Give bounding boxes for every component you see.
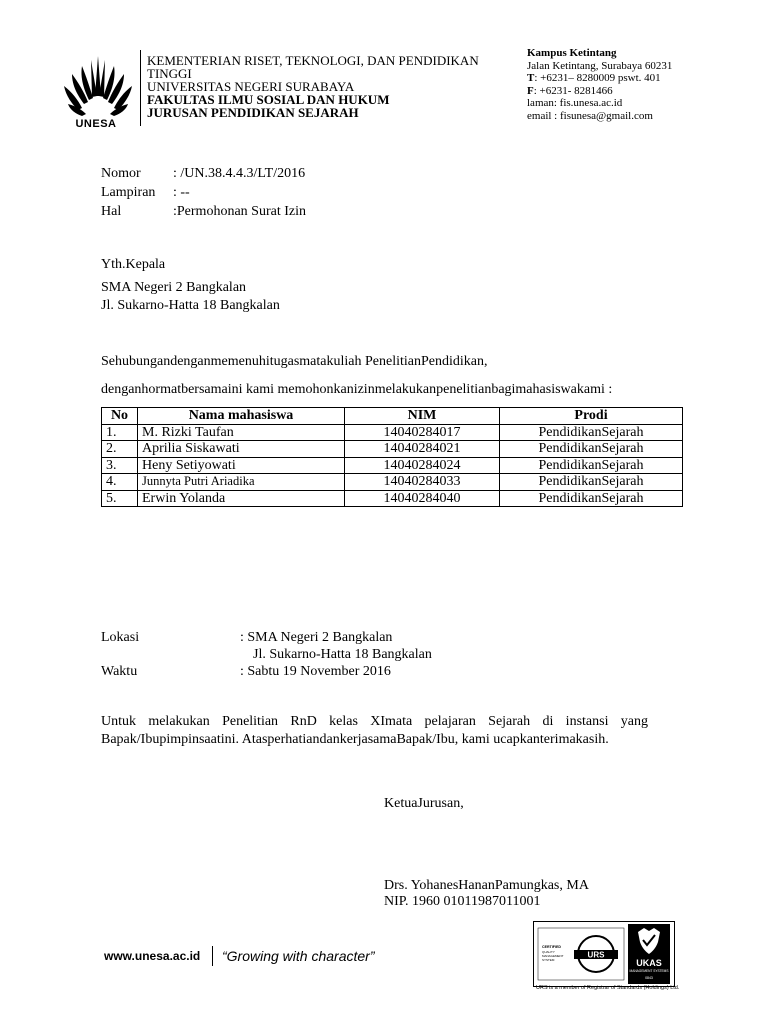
ukas-text: UKAS bbox=[636, 958, 662, 968]
recipient-line-3: Jl. Sukarno-Hatta 18 Bangkalan bbox=[101, 298, 280, 313]
cell-name: Heny Setiyowati bbox=[138, 457, 345, 474]
nomor-value: : /UN.38.4.4.3/LT/2016 bbox=[173, 166, 306, 181]
table-row bbox=[102, 457, 683, 474]
cell-no: 3. bbox=[102, 457, 138, 474]
hal-value: :Permohonan Surat Izin bbox=[173, 204, 306, 219]
svg-text:QUALITY: QUALITY bbox=[542, 950, 555, 954]
footer-divider bbox=[212, 946, 213, 966]
cell-nim: 14040284021 bbox=[345, 441, 500, 458]
certification-badges bbox=[533, 921, 675, 987]
table-row bbox=[102, 490, 683, 507]
cell-no: 4. bbox=[102, 474, 138, 491]
cell-nim: 14040284017 bbox=[345, 424, 500, 441]
campus-phone: T: +6231– 8280009 pswt. 401 bbox=[527, 72, 661, 84]
faculty-name: FAKULTAS ILMU SOSIAL DAN HUKUM bbox=[147, 92, 390, 107]
cell-nim: 14040284033 bbox=[345, 474, 500, 491]
urs-text: URS bbox=[587, 950, 605, 960]
cell-no: 1. bbox=[102, 424, 138, 441]
ministry-line-2: TINGGI bbox=[147, 66, 192, 81]
cell-prodi: PendidikanSejarah bbox=[500, 424, 683, 441]
header-prodi: Prodi bbox=[500, 408, 683, 425]
logo-text: UNESA bbox=[75, 118, 117, 130]
cell-no: 2. bbox=[102, 441, 138, 458]
student-table bbox=[101, 407, 683, 507]
table-row bbox=[102, 441, 683, 458]
cell-nim: 14040284040 bbox=[345, 490, 500, 507]
ministry-line-1: KEMENTERIAN RISET, TEKNOLOGI, DAN PENDIDIKAN bbox=[147, 53, 479, 68]
lokasi-label: Lokasi bbox=[101, 630, 140, 645]
lokasi-address: Jl. Sukarno-Hatta 18 Bangkalan bbox=[253, 647, 432, 662]
institution-block bbox=[147, 54, 507, 119]
cell-prodi: PendidikanSejarah bbox=[500, 441, 683, 458]
table-row bbox=[102, 474, 683, 491]
svg-text:SYSTEM: SYSTEM bbox=[542, 958, 555, 962]
cert-note: URS is a member of Registrar of Standards (Holdings) Ltd. bbox=[536, 985, 680, 991]
campus-fax: F: +6231- 8281466 bbox=[527, 84, 613, 97]
nomor-label: Nomor bbox=[101, 166, 141, 181]
recipient-line-1: Yth.Kepala bbox=[101, 257, 166, 272]
signatory-name: Drs. YohanesHananPamungkas, MA bbox=[384, 878, 589, 893]
footer-website: www.unesa.ac.id bbox=[104, 949, 201, 963]
hal-label: Hal bbox=[101, 204, 122, 219]
lampiran-label: Lampiran bbox=[101, 185, 156, 200]
lokasi-value: : SMA Negeri 2 Bangkalan bbox=[240, 630, 393, 645]
lampiran-value: : -- bbox=[173, 185, 190, 200]
campus-email: email : fisunesa@gmail.com bbox=[527, 109, 653, 122]
header-no: No bbox=[102, 408, 138, 425]
intro-line-1: Sehubungandenganmemenuhitugasmatakuliah PenelitianPendidikan, bbox=[101, 354, 488, 369]
waktu-value: : Sabtu 19 November 2016 bbox=[240, 664, 391, 679]
campus-contact bbox=[527, 47, 747, 122]
cell-name: Aprilia Siskawati bbox=[138, 441, 345, 458]
cell-name: Erwin Yolanda bbox=[138, 490, 345, 507]
cell-prodi: PendidikanSejarah bbox=[500, 474, 683, 491]
letterhead-divider bbox=[140, 50, 141, 126]
intro-line-2: denganhormatbersamaini kami memohonkanizinmelakukanpenelitianbagimahasiswakami : bbox=[101, 382, 613, 397]
table-row bbox=[102, 424, 683, 441]
campus-website: laman: fis.unesa.ac.id bbox=[527, 97, 623, 109]
footer-tagline: “Growing with character” bbox=[222, 948, 375, 964]
signatory-nip: NIP. 1960 01011987011001 bbox=[384, 894, 541, 909]
svg-text:MANAGEMENT: MANAGEMENT bbox=[542, 954, 564, 958]
waktu-label: Waktu bbox=[101, 664, 138, 679]
certification-logos bbox=[534, 922, 674, 986]
cell-nim: 14040284024 bbox=[345, 457, 500, 474]
ukas-number: 0843 bbox=[645, 976, 653, 980]
cell-no: 5. bbox=[102, 490, 138, 507]
recipient-line-2: SMA Negeri 2 Bangkalan bbox=[101, 280, 247, 295]
header-nim: NIM bbox=[345, 408, 500, 425]
campus-title: Kampus Ketintang bbox=[527, 47, 617, 59]
cell-name: Junnyta Putri Ariadika bbox=[138, 474, 345, 491]
table-header-row bbox=[102, 408, 683, 425]
header-name: Nama mahasiswa bbox=[138, 408, 345, 425]
ukas-sub: MANAGEMENT SYSTEMS bbox=[629, 969, 669, 973]
department-name: JURUSAN PENDIDIKAN SEJARAH bbox=[147, 105, 359, 120]
closing-paragraph: Untuk melakukan Penelitian RnD kelas XImata pelajaran Sejarah di instansi yang Bapak/Ibupimpinsaatini. AtasperhatiandankerjasamaBapak/Ibu, kami ucapkanterimakasih. bbox=[101, 714, 648, 747]
signatory-position: KetuaJurusan, bbox=[384, 796, 464, 811]
cell-prodi: PendidikanSejarah bbox=[500, 490, 683, 507]
cell-name: M. Rizki Taufan bbox=[138, 424, 345, 441]
campus-address: Jalan Ketintang, Surabaya 60231 bbox=[527, 59, 673, 72]
svg-text:CERTIFIED: CERTIFIED bbox=[542, 945, 561, 949]
university-name: UNIVERSITAS NEGERI SURABAYA bbox=[147, 79, 355, 94]
cell-prodi: PendidikanSejarah bbox=[500, 457, 683, 474]
